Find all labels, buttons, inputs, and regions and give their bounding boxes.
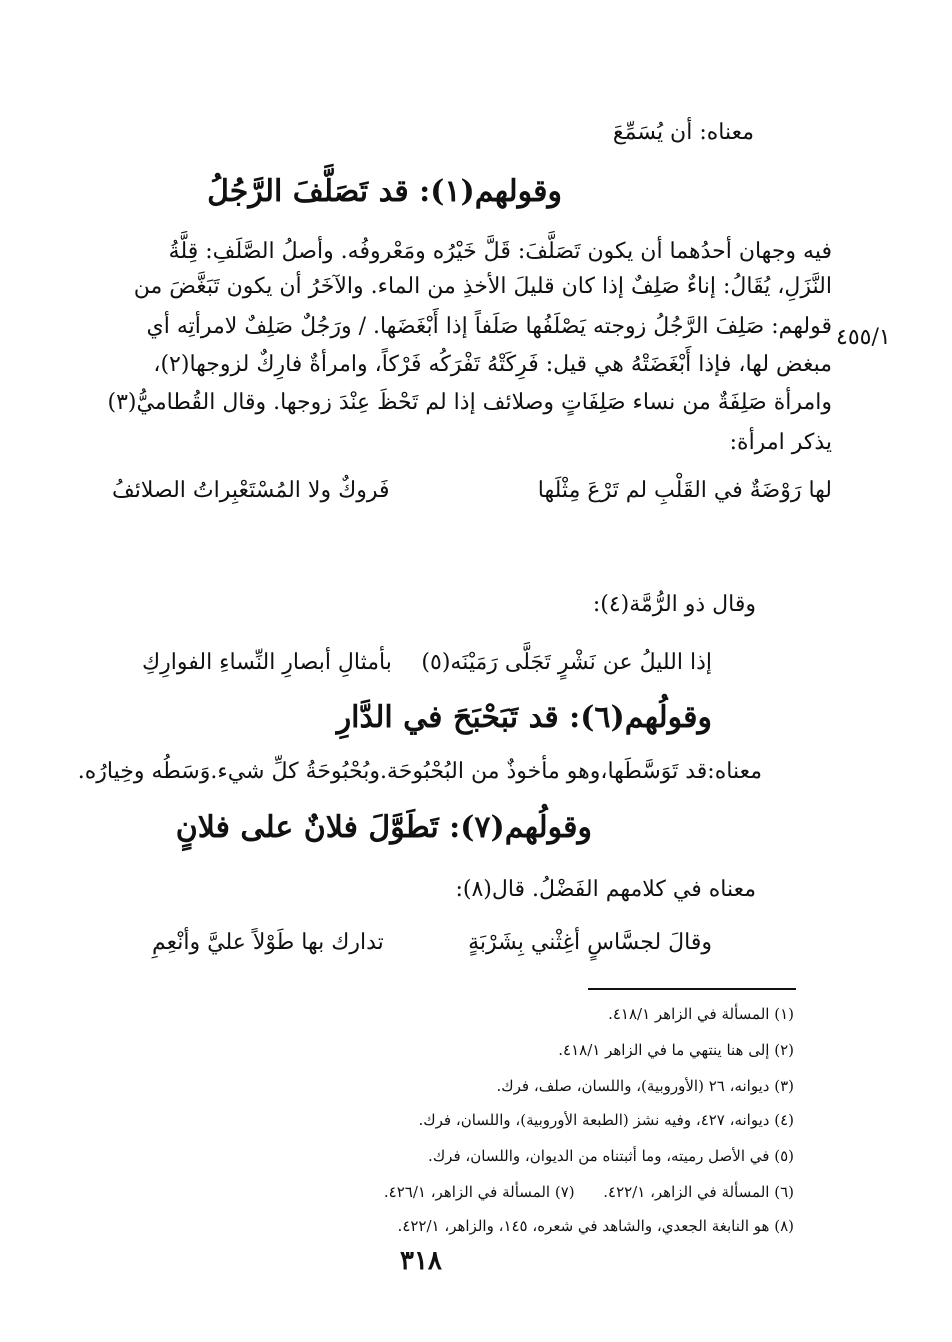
line-10: معناه في كلامهم الفَضْلُ. قال(٨):: [455, 877, 756, 902]
verse-3: [152, 928, 712, 962]
footnote-2: (٢) إلى هنا ينتهي ما في الزاهر ٤١٨/١.: [558, 1041, 794, 1059]
footnote-separator: [588, 988, 796, 990]
verse-1-first-hemistich: لها رَوْضَةٌ في القَلْبِ لم تَرْعَ مِثْلَها: [537, 478, 832, 503]
line-5: مبغض لها، فإذا أَبْغَضَتْهُ هي قيل: فَرِكَتْهُ تَفْرَكُه فَرْكاً، وامرأةٌ فارِكٌ لزوجها(٢)،: [153, 352, 832, 377]
side-page-reference: ٤٥٥/١: [836, 325, 891, 350]
page-number: ٣١٨: [400, 1246, 442, 1276]
line-2: فيه وجهان أحدُهما أن يكون تَصَلَّفَ: قَلَّ خَيْرُه ومَعْروفُه. وأصلُ الصَّلَفِ: قِلَّةُ: [168, 239, 832, 264]
line-7: يذكر امرأة:: [729, 430, 832, 455]
line-8: وقال ذو الرُّمَّة(٤):: [592, 592, 756, 617]
line-4: قولهم: صَلِفَ الرَّجُلُ زوجته يَصْلَفُها صَلَفاً إذا أَبْغَضَها. / ورَجُلٌ صَلِفٌ لامرأتِه أي: [146, 314, 832, 339]
verse-1-second-hemistich: فَروكٌ ولا المُسْتَعْبِراتُ الصلائفُ: [112, 478, 390, 503]
footnote-5: (٥) في الأصل رميته، وما أثبتناه من الديوان، واللسان، فرك.: [428, 1147, 794, 1165]
footnote-4: (٤) ديوانه، ٤٢٧، وفيه نشز (الطبعة الأوروبية)، واللسان، فرك.: [418, 1111, 794, 1129]
line-9: معناه:قد تَوَسَّطَها،وهو مأخوذٌ من البُحْبُوحَة.وبُحْبُوحَةُ كلِّ شيء.وَسَطُه وخِيارُه.: [77, 759, 762, 784]
footnote-8: (٨) هو النابغة الجعدي، والشاهد في شعره، ١٤٥، والزاهر، ٤٢٢/١.: [397, 1217, 794, 1235]
heading-2: وقولُهم(٦): قد تَبَحْبَحَ في الدَّارِ: [336, 700, 712, 735]
verse-2-second-hemistich: بأمثالِ أبصارِ النِّساءِ الفوارِكِ: [142, 650, 392, 675]
line-1: معناه: أن يُسَمِّعَ: [612, 120, 754, 145]
line-6: وامرأة صَلِفَةٌ من نساء صَلِفَاتٍ وصلائف إذا لم تَحْظَ عِنْدَ زوجها. وقال القُطاميُّ(٣): [107, 390, 832, 415]
footnote-6-7: (٦) المسألة في الزاهر، ٤٢٢/١. (٧) المسألة في الزاهر، ٤٢٦/١.: [383, 1183, 794, 1201]
footnote-1: (١) المسألة في الزاهر ٤١٨/١.: [608, 1005, 794, 1023]
verse-3-first-hemistich: وقالَ لجسَّاسٍ أغِثْني بِشَرْبَةٍ: [468, 930, 712, 955]
heading-3: وقولُهم(٧): تَطَوَّلَ فلانٌ على فلانٍ: [175, 810, 592, 845]
verse-1: [112, 476, 832, 510]
footnote-3: (٣) ديوانه، ٢٦ (الأوروبية)، واللسان، صلف، فرك.: [496, 1077, 794, 1095]
verse-2-first-hemistich: إذا الليلُ عن نَشْرٍ تَجَلَّى رَمَيْنَه(٥): [421, 650, 712, 675]
verse-2: [142, 648, 712, 682]
line-3: النَّزَلِ، يُقَالُ: إناءٌ صَلِفٌ إذا كان قليلَ الأخذِ من الماء. والآخَرُ أن يكون تَبَغَّضَ من: [133, 274, 832, 299]
heading-1: وقولهم(١): قد تَصَلَّفَ الرَّجُلُ: [207, 174, 562, 209]
verse-3-second-hemistich: تدارك بها طَوْلاً عليَّ وأنْعِمِ: [152, 930, 384, 955]
